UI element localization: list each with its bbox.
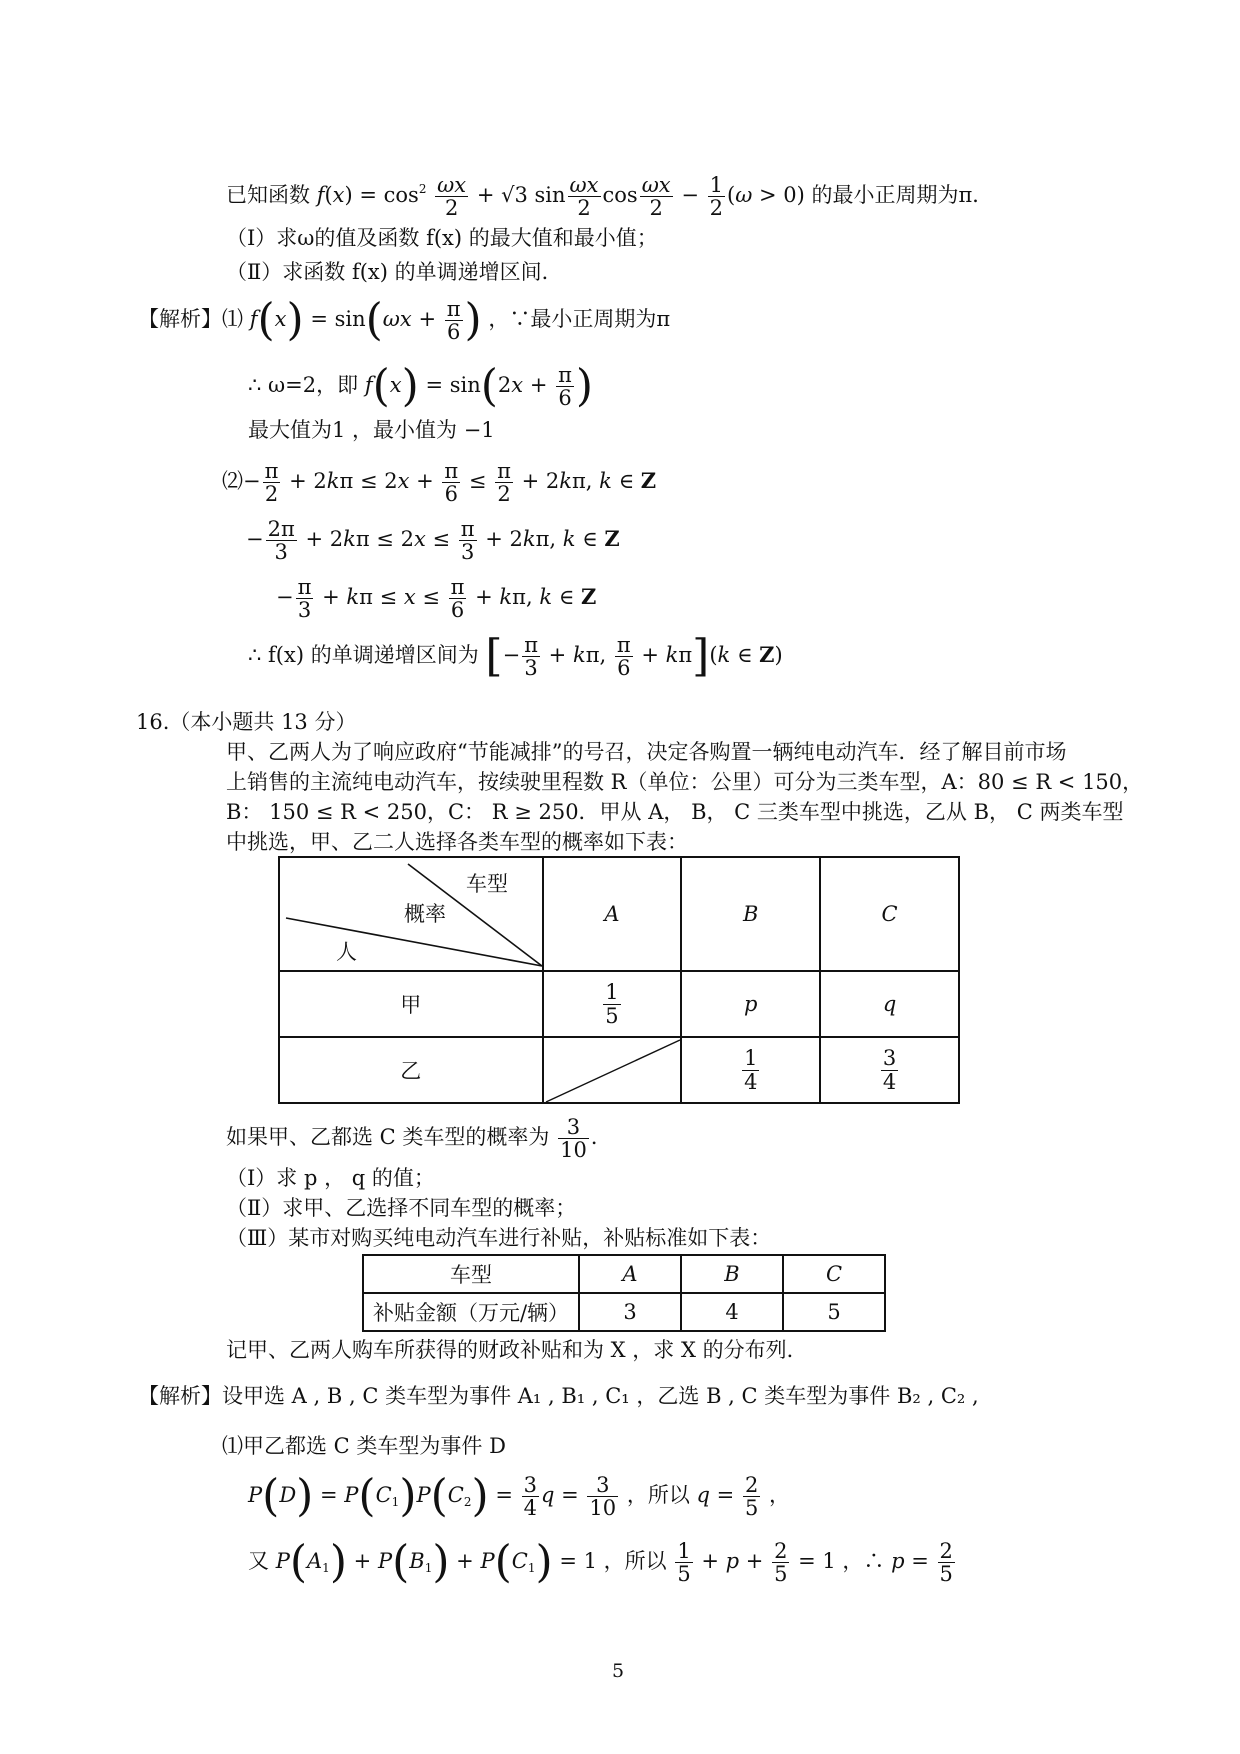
page-number: 5 [612, 1660, 625, 1682]
subsidy-table [362, 1254, 886, 1332]
problem15-stem: 已知函数 $f(x) = \cos^2$ $\frac{\omega x}{2}$ + √3 sin $\frac{\omega x}{2}$ cos $\frac{\omega x}{2}$ − $\frac{1}{2}$ (ω > 0) 的最小正周期为π． [226, 173, 994, 221]
col-header-a: A [543, 857, 682, 971]
probability-table [278, 856, 960, 1104]
subsidy-header-b: B [681, 1255, 783, 1293]
solution15-line-3: 最大值为1 ，最小值为 −1 [248, 418, 495, 442]
row-label-jia: 甲 [279, 971, 543, 1037]
subsidy-header-type: 车型 [363, 1255, 579, 1293]
problem16-header: 16.（本小题共 13 分） [136, 710, 357, 734]
row-label-yi: 乙 [279, 1037, 543, 1103]
problem16-para-6: 记甲、乙两人购车所获得的财政补贴和为 X ，求 X 的分布列． [226, 1338, 808, 1362]
problem16-para-3: B： 150 ≤ R < 250，C： R ≥ 250．甲从 A， B， C 三类车型中挑选，乙从 B， C 两类车型 [226, 800, 1124, 824]
problem16-para-5: 如果甲、乙都选 C 类车型的概率为 $\frac{3}{10}$ ． [226, 1115, 612, 1163]
cell-jia-a: $\frac{1}{5}$ [543, 971, 682, 1037]
problem16-question-3: （Ⅲ）某市对购买纯电动汽车进行补贴，补贴标准如下表： [226, 1226, 772, 1250]
problem16-para-2: 上销售的主流纯电动汽车，按续驶里程数 R（单位：公里）可分为三类车型，A：80 ≤ R < 150， [226, 770, 1144, 794]
problem15-question-2: （Ⅱ）求函数 f(x) 的单调递增区间． [226, 260, 563, 284]
col-header-c: C [820, 857, 959, 971]
cell-jia-b: p [681, 971, 820, 1037]
solution16-intro: 【解析】设甲选 A , B , C 类车型为事件 A₁ , B₁ , C₁ ，乙选 B , C 类车型为事件 B₂ , C₂ , [138, 1384, 979, 1408]
problem16-question-2: （Ⅱ）求甲、乙选择不同车型的概率； [226, 1196, 577, 1220]
subsidy-header-a: A [579, 1255, 681, 1293]
cell-yi-b: $\frac{1}{4}$ [681, 1037, 820, 1103]
solution15-line-4: ⑵− $\frac{\pi}{2}$ + 2kπ ≤ 2x + $\frac{\pi}{6}$ ≤ $\frac{\pi}{2}$ + 2kπ, k ∈ Z [222, 459, 657, 507]
solution16-line-1: ⑴甲乙都选 C 类车型为事件 D [222, 1434, 506, 1458]
solution15-line-1: 【解析】⑴ f(x) = sin(ωx + $\frac{\pi}{6}$ ) ，∵最小正周期为π [138, 294, 671, 346]
subsidy-value-b: 4 [681, 1293, 783, 1331]
subsidy-header-c: C [783, 1255, 885, 1293]
solution15-line-7: ∴ f(x) 的单调递增区间为 [− $\frac{\pi}{3}$ + kπ, $\frac{\pi}{6}$ + kπ](k ∈ Z) [248, 630, 783, 682]
cell-diagonal-line [544, 1038, 682, 1104]
col-header-b: B [681, 857, 820, 971]
cell-jia-c: q [820, 971, 959, 1037]
subsidy-value-a: 3 [579, 1293, 681, 1331]
problem16-question-1: （Ⅰ）求 p ， q 的值； [226, 1166, 435, 1190]
diag-label-person: 人 [336, 940, 357, 964]
cell-yi-c: $\frac{3}{4}$ [820, 1037, 959, 1103]
problem15-question-1: （Ⅰ）求ω的值及函数 f(x) 的最大值和最小值； [226, 226, 658, 250]
solution16-line-2: $P(D) = P(C_1)P(C_2)$ = $\frac{3}{4}$ q = $\frac{3}{10}$ ，所以 q = $\frac{2}{5}$ ， [248, 1470, 790, 1522]
subsidy-value-c: 5 [783, 1293, 885, 1331]
solution16-line-3: 又 $P(A_1) + P(B_1) + P(C_1) = 1$ ，所以 $\frac{1}{5}$ + p + $\frac{2}{5}$ = 1 ，∴ p = $\frac{2}{5}$ [248, 1536, 953, 1588]
diagonal-header-cell [279, 857, 543, 971]
solution15-line-2: ∴ ω=2，即 f(x) = sin(2x + $\frac{\pi}{6}$ ) [248, 360, 594, 412]
problem16-para-1: 甲、乙两人为了响应政府“节能减排”的号召，决定各购置一辆纯电动汽车．经了解目前市场 [226, 740, 1067, 764]
cell-yi-a-empty [543, 1037, 682, 1103]
subsidy-row-label: 补贴金额（万元/辆） [363, 1293, 579, 1331]
diag-label-probability: 概率 [404, 902, 446, 926]
solution15-line-5: − $\frac{2\pi}{3}$ + 2kπ ≤ 2x ≤ $\frac{\pi}{3}$ + 2kπ, k ∈ Z [246, 517, 620, 565]
diag-label-vehicle-type: 车型 [466, 872, 508, 896]
problem16-para-4: 中挑选，甲、乙二人选择各类车型的概率如下表： [226, 830, 688, 854]
solution15-line-6: − $\frac{\pi}{3}$ + kπ ≤ x ≤ $\frac{\pi}{6}$ + kπ, k ∈ Z [276, 575, 597, 623]
